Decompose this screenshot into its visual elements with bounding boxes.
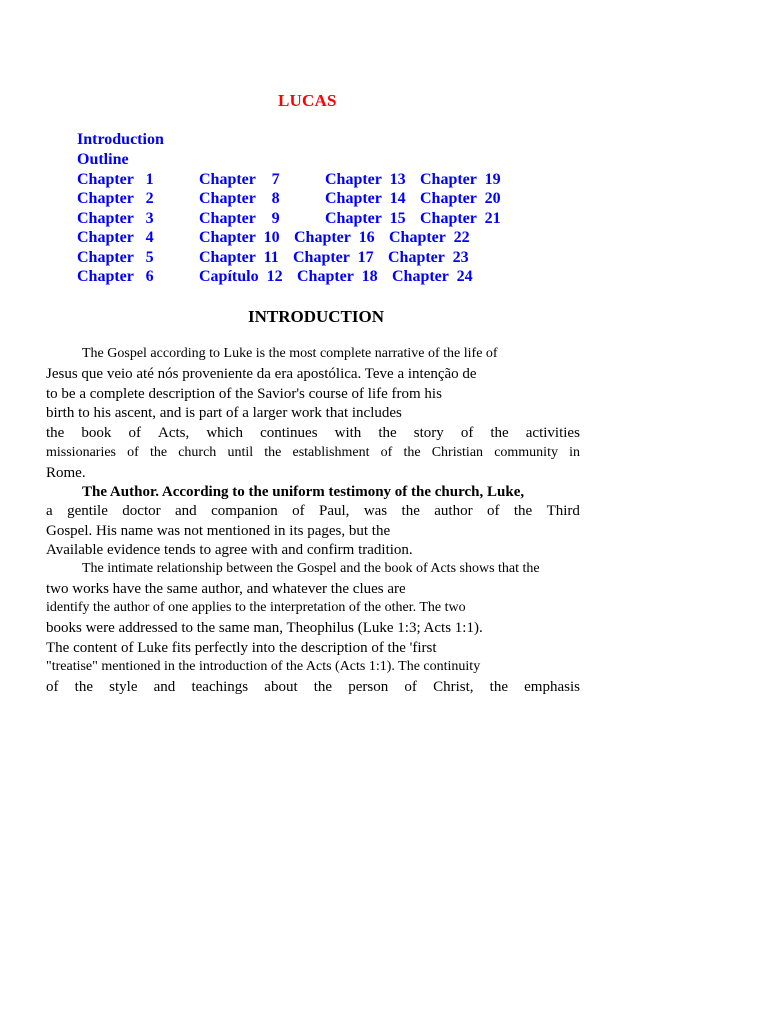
toc-link-chapter-13[interactable]: Chapter 13 [325,171,406,188]
toc-link-chapter-2[interactable]: Chapter 2 [77,190,154,207]
body-line: a gentile doctor and companion of Paul, was the author of the Third [46,503,580,519]
body-line: the book of Acts, which continues with the story of the activities [46,425,580,441]
body-line: "treatise" mentioned in the introduction of the Acts (Acts 1:1). The continuity [46,659,481,674]
body-line: Jesus que veio até nós proveniente da era apostólica. Teve a intenção de [46,366,477,382]
body-line: The intimate relationship between the Gospel and the book of Acts shows that the [82,561,540,576]
body-line: The content of Luke fits perfectly into the description of the 'first [46,640,437,656]
body-line: identify the author of one applies to the interpretation of the other. The two [46,600,466,615]
toc-link-chapter-18[interactable]: Chapter 18 [297,268,378,285]
toc-link-chapter-19[interactable]: Chapter 19 [420,171,501,188]
toc-link-chapter-16[interactable]: Chapter 16 [294,229,375,246]
toc-link-chapter-22[interactable]: Chapter 22 [389,229,470,246]
toc-link-chapter-17[interactable]: Chapter 17 [293,249,374,266]
body-line: books were addressed to the same man, Theophilus (Luke 1:3; Acts 1:1). [46,620,483,636]
body-line: The Gospel according to Luke is the most complete narrative of the life of [82,346,498,361]
toc-link-chapter-23[interactable]: Chapter 23 [388,249,469,266]
toc-link-chapter-1[interactable]: Chapter 1 [77,171,154,188]
body-line: Gospel. His name was not mentioned in its pages, but the [46,523,391,539]
toc-link-chapter-6[interactable]: Chapter 6 [77,268,154,285]
body-line: of the style and teachings about the person of Christ, the emphasis [46,679,580,695]
toc-link-chapter-3[interactable]: Chapter 3 [77,210,154,227]
body-line-author: The Author. According to the uniform testimony of the church, Luke, [82,484,525,500]
body-line: two works have the same author, and whatever the clues are [46,581,406,597]
body-line: birth to his ascent, and is part of a larger work that includes [46,405,402,421]
toc-link-chapter-7[interactable]: Chapter 7 [199,171,280,188]
body-line: to be a complete description of the Savior's course of life from his [46,386,442,402]
toc-link-chapter-20[interactable]: Chapter 20 [420,190,501,207]
toc-link-outline[interactable]: Outline [77,151,129,168]
toc-link-chapter-8[interactable]: Chapter 8 [199,190,280,207]
body-line: missionaries of the church until the establishment of the Christian community in [46,445,580,460]
toc-link-chapter-5[interactable]: Chapter 5 [77,249,154,266]
toc-link-chapter-11[interactable]: Chapter 11 [199,249,279,266]
body-line: Rome. [46,465,86,481]
toc-link-introduction[interactable]: Introduction [77,131,164,148]
page-title: LUCAS [278,91,337,110]
toc-link-chapter-21[interactable]: Chapter 21 [420,210,501,227]
toc-link-chapter-4[interactable]: Chapter 4 [77,229,154,246]
toc-link-chapter-15[interactable]: Chapter 15 [325,210,406,227]
toc-link-chapter-14[interactable]: Chapter 14 [325,190,406,207]
body-line: Available evidence tends to agree with and confirm tradition. [46,542,413,558]
section-heading: INTRODUCTION [248,307,385,326]
toc-link-chapter-10[interactable]: Chapter 10 [199,229,280,246]
toc-link-chapter-9[interactable]: Chapter 9 [199,210,280,227]
toc-link-chapter-12[interactable]: Capítulo 12 [199,268,283,285]
toc-link-chapter-24[interactable]: Chapter 24 [392,268,473,285]
